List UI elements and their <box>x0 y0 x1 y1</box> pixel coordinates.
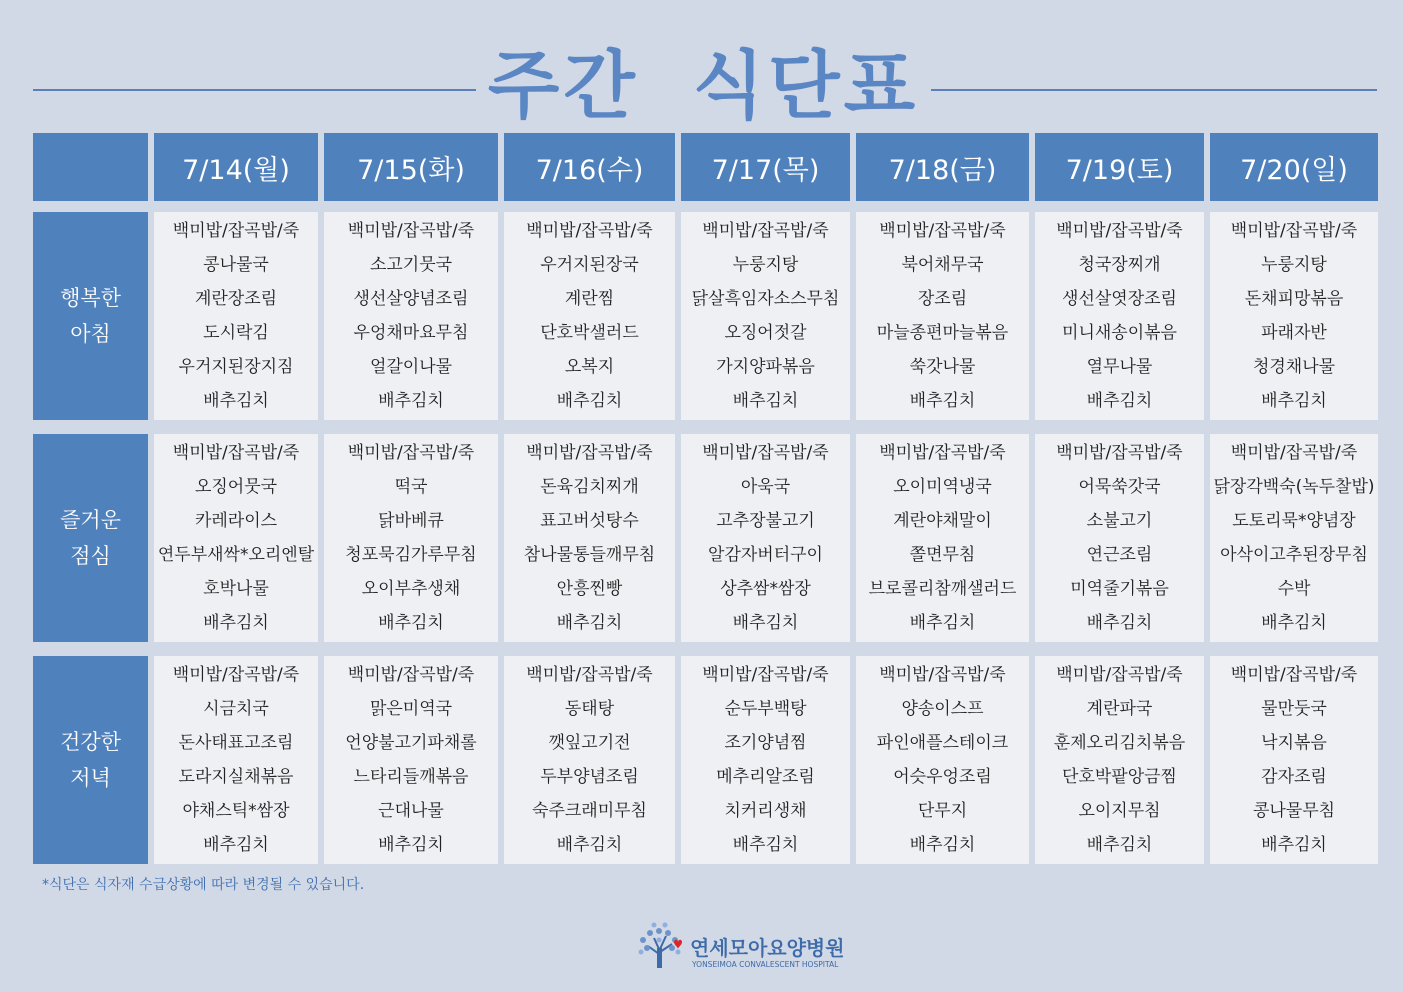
menu-item: 브로콜리참깨샐러드 <box>868 579 1017 599</box>
menu-item: 배추김치 <box>909 835 976 855</box>
menu-item: 순두부백탕 <box>724 699 807 719</box>
menu-cell <box>504 212 675 420</box>
menu-item: 떡국 <box>394 477 428 497</box>
hospital-name-english: YONSEIMOA CONVALESCENT HOSPITAL <box>692 960 839 969</box>
menu-item: 가지양파볶음 <box>716 357 815 377</box>
menu-item: 백미밥/잡곡밥/죽 <box>702 443 829 463</box>
menu-item: 배추김치 <box>556 391 623 411</box>
menu-item: 맑은미역국 <box>369 699 453 719</box>
menu-item: 참나물통들깨무침 <box>523 545 656 565</box>
menu-cell <box>154 434 318 642</box>
menu-cell <box>154 656 318 864</box>
day-header: 7/14(월) <box>154 133 318 201</box>
menu-item: 누룽지탕 <box>1261 255 1327 275</box>
menu-item: 오징어젓갈 <box>724 323 807 343</box>
menu-item: 훈제오리김치볶음 <box>1053 733 1186 753</box>
menu-cell <box>324 656 498 864</box>
menu-item: 백미밥/잡곡밥/죽 <box>1056 443 1183 463</box>
menu-item: 배추김치 <box>556 613 623 633</box>
meal-label-line1: 건강한 <box>60 730 121 754</box>
menu-item: 배추김치 <box>1261 613 1327 633</box>
menu-item: 백미밥/잡곡밥/죽 <box>1230 665 1358 685</box>
menu-item: 돈사태표고조림 <box>178 733 294 753</box>
menu-item: 시금치국 <box>203 699 269 719</box>
menu-item: 미니새송이볶음 <box>1062 323 1177 343</box>
menu-item: 배추김치 <box>1086 835 1153 855</box>
menu-item: 백미밥/잡곡밥/죽 <box>526 221 653 241</box>
hospital-logo <box>634 918 864 974</box>
menu-item: 숙주크래미무침 <box>532 801 647 821</box>
menu-item: 돈육김치찌개 <box>540 477 639 497</box>
menu-item: 생선살양념조림 <box>353 289 469 309</box>
menu-item: 파인애플스테이크 <box>876 733 1009 753</box>
meal-label-line1: 즐거운 <box>60 508 121 532</box>
menu-item: 배추김치 <box>909 613 976 633</box>
menu-item: 백미밥/잡곡밥/죽 <box>172 665 300 685</box>
menu-item: 메추리알조림 <box>716 767 815 787</box>
menu-item: 백미밥/잡곡밥/죽 <box>702 665 829 685</box>
menu-item: 계란찜 <box>564 289 615 309</box>
menu-item: 고추장불고기 <box>716 511 815 531</box>
menu-item: 도시락김 <box>203 323 269 343</box>
menu-item: 배추김치 <box>378 613 444 633</box>
menu-item: 북어채무국 <box>901 255 984 275</box>
menu-item: 오복지 <box>564 357 615 377</box>
menu-item: 근대나물 <box>378 801 444 821</box>
menu-cell <box>1210 212 1378 420</box>
menu-item: 백미밥/잡곡밥/죽 <box>702 221 829 241</box>
menu-item: 도라지실채볶음 <box>178 767 294 787</box>
menu-item: 물만둣국 <box>1261 699 1327 719</box>
menu-item: 단호박팥앙금찜 <box>1062 767 1177 787</box>
menu-item: 오이지무침 <box>1078 801 1161 821</box>
menu-item: 상추쌈*쌈장 <box>720 579 811 599</box>
menu-item: 청경채나물 <box>1252 357 1336 377</box>
day-header: 7/18(금) <box>856 133 1029 201</box>
menu-item: 동태탕 <box>564 699 615 719</box>
menu-item: 백미밥/잡곡밥/죽 <box>347 665 475 685</box>
menu-cell <box>681 656 850 864</box>
menu-item: 닭바베큐 <box>378 511 444 531</box>
menu-item: 오이부추생채 <box>361 579 461 599</box>
menu-item: 배추김치 <box>203 391 269 411</box>
menu-item: 연근조림 <box>1086 545 1153 565</box>
menu-item: 배추김치 <box>203 835 269 855</box>
menu-item: 쑥갓나물 <box>909 357 976 377</box>
header-corner <box>33 133 148 201</box>
menu-item: 카레라이스 <box>194 511 278 531</box>
menu-item: 백미밥/잡곡밥/죽 <box>1230 443 1358 463</box>
day-header: 7/16(수) <box>504 133 675 201</box>
menu-cell <box>1210 656 1378 864</box>
menu-item: 낙지볶음 <box>1261 733 1327 753</box>
menu-item: 양송이스프 <box>901 699 984 719</box>
menu-item: 백미밥/잡곡밥/죽 <box>347 221 475 241</box>
menu-item: 계란야채말이 <box>893 511 992 531</box>
menu-item: 백미밥/잡곡밥/죽 <box>172 443 300 463</box>
menu-item: 조기양념찜 <box>724 733 807 753</box>
page-title: 주간 식단표 <box>487 43 920 129</box>
menu-item: 배추김치 <box>203 613 269 633</box>
menu-cell <box>681 212 850 420</box>
menu-cell <box>856 434 1029 642</box>
menu-item: 청국장찌개 <box>1078 255 1161 275</box>
day-header: 7/19(토) <box>1035 133 1204 201</box>
menu-item: 도토리묵*양념장 <box>1232 511 1356 531</box>
menu-item: 얼갈이나물 <box>369 357 453 377</box>
menu-item: 야채스틱*쌈장 <box>182 801 290 821</box>
footnote: *식단은 식자재 수급상황에 따라 변경될 수 있습니다. <box>42 877 365 893</box>
menu-item: 열무나물 <box>1086 357 1153 377</box>
menu-item: 백미밥/잡곡밥/죽 <box>172 221 300 241</box>
menu-item: 배추김치 <box>1261 391 1327 411</box>
menu-item: 닭장각백숙(녹두찰밥) <box>1213 477 1375 497</box>
menu-item: 배추김치 <box>732 613 799 633</box>
menu-item: 오징어뭇국 <box>194 477 278 497</box>
menu-item: 배추김치 <box>556 835 623 855</box>
meal-label <box>33 212 148 420</box>
menu-item: 닭살흑임자소스무침 <box>691 289 840 309</box>
menu-cell <box>1035 434 1204 642</box>
menu-cell <box>504 434 675 642</box>
menu-cell <box>324 212 498 420</box>
menu-item: 백미밥/잡곡밥/죽 <box>1056 665 1183 685</box>
hospital-name: 연세모아요양병원 <box>690 936 845 960</box>
menu-item: 배추김치 <box>732 391 799 411</box>
title-rule-right <box>931 89 1377 91</box>
meal-label-line2: 아침 <box>70 322 111 346</box>
menu-item: 마늘종편마늘볶음 <box>876 323 1009 343</box>
menu-item: 백미밥/잡곡밥/죽 <box>1230 221 1358 241</box>
menu-item: 단무지 <box>917 801 968 821</box>
day-header: 7/17(목) <box>681 133 850 201</box>
meal-label <box>33 434 148 642</box>
menu-cell <box>324 434 498 642</box>
menu-cell <box>1035 656 1204 864</box>
menu-item: 우거지된장국 <box>540 255 639 275</box>
menu-cell <box>504 656 675 864</box>
menu-item: 감자조림 <box>1261 767 1327 787</box>
menu-item: 백미밥/잡곡밥/죽 <box>879 221 1006 241</box>
menu-item: 쫄면무침 <box>909 545 976 565</box>
menu-item: 계란파국 <box>1086 699 1153 719</box>
menu-item: 표고버섯탕수 <box>540 511 639 531</box>
menu-item: 어묵쑥갓국 <box>1078 477 1161 497</box>
menu-item: 소불고기 <box>1086 511 1153 531</box>
menu-item: 배추김치 <box>1086 391 1153 411</box>
menu-item: 배추김치 <box>1261 835 1327 855</box>
menu-item: 청포묵김가루무침 <box>345 545 477 565</box>
menu-item: 치커리생채 <box>724 801 807 821</box>
menu-item: 단호박샐러드 <box>540 323 639 343</box>
menu-item: 장조림 <box>917 289 968 309</box>
menu-item: 연두부새싹*오리엔탈 <box>157 545 315 565</box>
menu-cell <box>154 212 318 420</box>
menu-item: 돈채피망볶음 <box>1244 289 1344 309</box>
day-header: 7/15(화) <box>324 133 498 201</box>
menu-item: 백미밥/잡곡밥/죽 <box>1056 221 1183 241</box>
menu-item: 파래자반 <box>1261 323 1327 343</box>
menu-cell <box>856 212 1029 420</box>
menu-item: 콩나물무침 <box>1252 801 1336 821</box>
menu-item: 안흥찐빵 <box>556 579 623 599</box>
menu-item: 느타리들깨볶음 <box>353 767 469 787</box>
menu-item: 아욱국 <box>740 477 791 497</box>
tree-heart-logo-icon <box>634 918 686 970</box>
menu-item: 계란장조림 <box>194 289 278 309</box>
menu-item: 백미밥/잡곡밥/죽 <box>879 443 1006 463</box>
menu-item: 우거지된장지짐 <box>178 357 294 377</box>
menu-item: 소고기뭇국 <box>369 255 453 275</box>
menu-cell <box>681 434 850 642</box>
meal-label <box>33 656 148 864</box>
menu-item: 알감자버터구이 <box>708 545 823 565</box>
menu-item: 배추김치 <box>1086 613 1153 633</box>
title-rule-left <box>33 89 476 91</box>
menu-item: 콩나물국 <box>203 255 269 275</box>
menu-item: 생선살엿장조림 <box>1062 289 1177 309</box>
menu-item: 언양불고기파채롤 <box>345 733 477 753</box>
menu-item: 우엉채마요무침 <box>353 323 469 343</box>
menu-item: 아삭이고추된장무침 <box>1220 545 1368 565</box>
menu-item: 백미밥/잡곡밥/죽 <box>879 665 1006 685</box>
meal-label-line2: 저녁 <box>70 766 111 790</box>
menu-item: 두부양념조림 <box>540 767 639 787</box>
day-header: 7/20(일) <box>1210 133 1378 201</box>
menu-cell <box>1035 212 1204 420</box>
menu-item: 배추김치 <box>378 835 444 855</box>
menu-item: 백미밥/잡곡밥/죽 <box>526 665 653 685</box>
menu-item: 수박 <box>1277 579 1311 599</box>
meal-label-line1: 행복한 <box>60 286 121 310</box>
menu-item: 깻잎고기전 <box>548 733 631 753</box>
menu-cell <box>1210 434 1378 642</box>
menu-item: 배추김치 <box>378 391 444 411</box>
menu-item: 배추김치 <box>732 835 799 855</box>
menu-cell <box>856 656 1029 864</box>
menu-item: 오이미역냉국 <box>893 477 992 497</box>
menu-item: 미역줄기볶음 <box>1070 579 1169 599</box>
menu-item: 누룽지탕 <box>732 255 799 275</box>
meal-label-line2: 점심 <box>70 544 111 568</box>
menu-item: 호박나물 <box>203 579 269 599</box>
menu-item: 어슷우엉조림 <box>893 767 992 787</box>
menu-item: 백미밥/잡곡밥/죽 <box>347 443 475 463</box>
menu-item: 배추김치 <box>909 391 976 411</box>
menu-item: 백미밥/잡곡밥/죽 <box>526 443 653 463</box>
